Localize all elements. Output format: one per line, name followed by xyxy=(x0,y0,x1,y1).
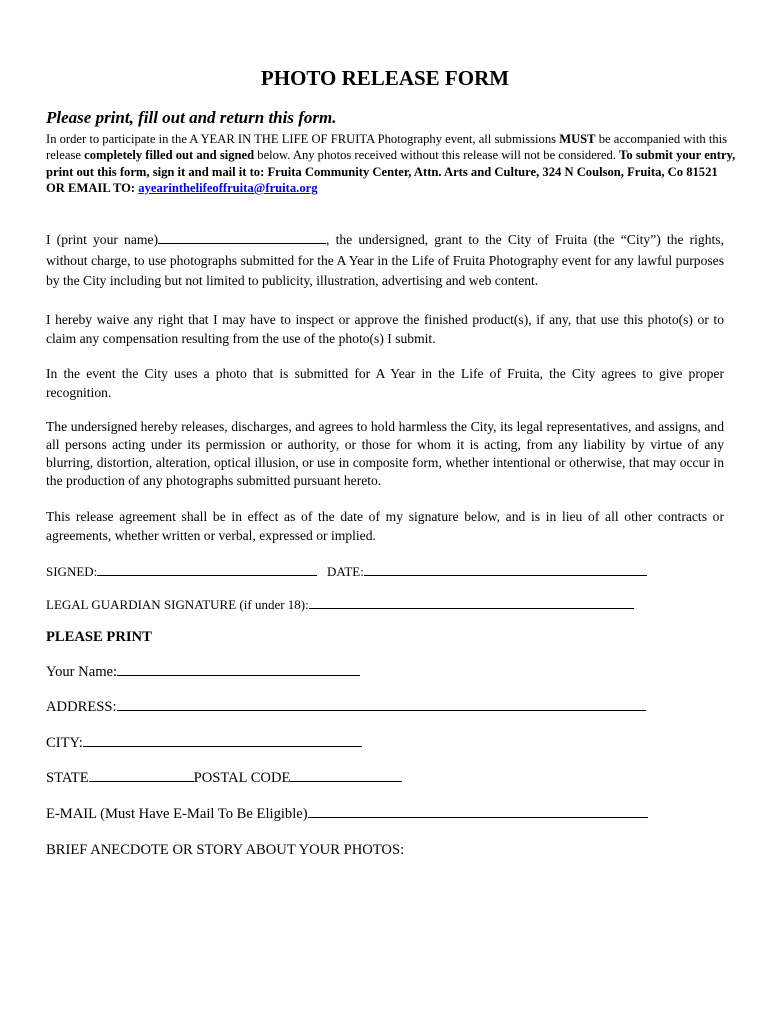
grant-prefix: I (print your name) xyxy=(46,232,159,247)
intro-must: MUST xyxy=(559,132,596,146)
form-title: PHOTO RELEASE FORM xyxy=(260,66,510,90)
guardian-label: LEGAL GUARDIAN SIGNATURE (if under 18): xyxy=(46,597,309,612)
release-paragraph: The undersigned hereby releases, discharges, and agrees to hold harmless the City, its legal representatives, and assigns, and all persons acting under its permission or authority, or those for whom it is acting, from any liability by virtue of any blurring, distortion, alteration, optical illusion, or use in composite form, whether intentional or otherwise, that may occur in the production of any photographs submitted pursuant hereto. xyxy=(46,419,724,488)
anecdote-row xyxy=(46,842,404,859)
your-name-label: Your Name: xyxy=(46,664,118,680)
anecdote-label: BRIEF ANECDOTE OR STORY ABOUT YOUR PHOTOS: xyxy=(46,842,405,858)
please-print-heading: PLEASE PRINT xyxy=(46,629,152,645)
intro-text-1: In order to participate in the A YEAR IN THE LIFE OF FRUITA Photography event, all submissions xyxy=(46,132,560,146)
city-label: CITY: xyxy=(46,735,83,751)
postal-code-blank[interactable] xyxy=(290,769,402,782)
address-row xyxy=(46,698,646,716)
city-row xyxy=(46,734,362,752)
agreement-paragraph: This release agreement shall be in effect as of the date of my signature below, and is in lieu of all other contracts or agreements, whether written or verbal, expressed or implied. xyxy=(46,509,724,543)
print-name-blank[interactable] xyxy=(158,231,326,244)
intro-filled-signed: completely filled out and signed xyxy=(84,148,255,163)
your-name-blank[interactable] xyxy=(117,663,360,676)
city-blank[interactable] xyxy=(83,734,362,747)
signature-blank[interactable] xyxy=(97,563,317,576)
email-blank[interactable] xyxy=(308,805,648,818)
postal-code-label: POSTAL CODE xyxy=(193,770,291,786)
submission-email-link[interactable]: ayearinthelifeoffruita@fruita.org xyxy=(138,180,318,195)
name-row xyxy=(46,663,360,681)
guardian-row xyxy=(46,596,634,613)
guardian-signature-blank[interactable] xyxy=(309,596,634,609)
email-label: E-MAIL (Must Have E-Mail To Be Eligible) xyxy=(46,806,308,822)
date-blank[interactable] xyxy=(364,563,647,576)
address-blank[interactable] xyxy=(117,698,646,711)
address-label: ADDRESS: xyxy=(46,699,117,715)
state-blank[interactable] xyxy=(89,769,194,782)
grant-suffix: , the undersigned, grant to the City of Fruita (the “City”) the rights, without charge, to use photographs submitted for the A Year in the Life of Fruita Photography event for any lawful purposes by the City including but not limited to publicity, illustration, advertising and web content. xyxy=(46,232,724,288)
signature-row xyxy=(46,563,647,580)
recognition-paragraph: In the event the City uses a photo that is submitted for A Year in the Life of Fruita, the City agrees to give proper recognition. xyxy=(46,366,724,400)
intro-text-2: be accompanied with this release xyxy=(46,132,728,163)
state-postal-row xyxy=(46,769,402,787)
email-row xyxy=(46,805,648,823)
signed-label: SIGNED: xyxy=(46,564,98,579)
waive-paragraph: I hereby waive any right that I may have to inspect or approve the finished product(s), if any, that use this photo(s) or to claim any compensation resulting from the use of the photo(s) I submit. xyxy=(46,312,724,346)
date-label: DATE: xyxy=(327,564,364,579)
grant-paragraph xyxy=(46,230,724,292)
state-label: STATE xyxy=(46,770,89,786)
intro-paragraph xyxy=(46,131,736,196)
intro-text-3: below. Any photos received without this release will not be considered. xyxy=(254,148,620,163)
intro-submit-instructions: To submit your entry, print out this form, sign it and mail it to: Fruita Community Center, Attn. Arts and Culture, 324 N Coulson, Fruita, Co 81521 OR EMAIL TO: xyxy=(46,148,736,195)
intro-heading: Please print, fill out and return this form. xyxy=(46,108,337,127)
